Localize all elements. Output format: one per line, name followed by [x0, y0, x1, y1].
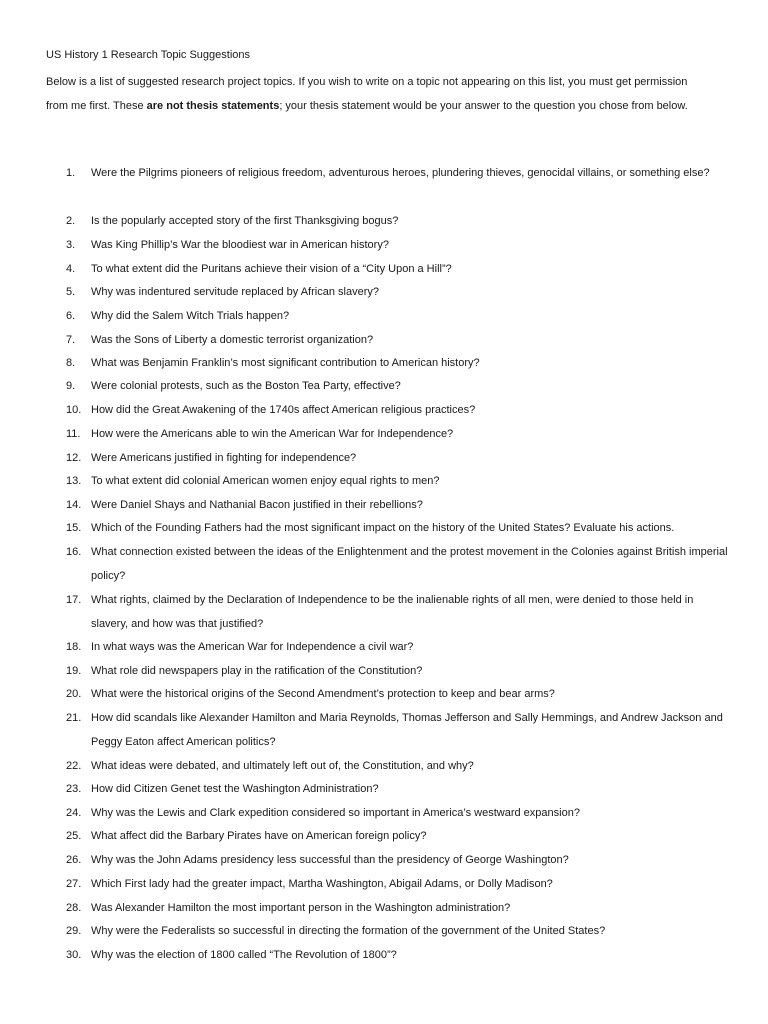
topic-text: What role did newspapers play in the ratification of the Constitution?	[91, 665, 423, 677]
topic-number: 28.	[66, 902, 82, 914]
topic-text: How did Citizen Genet test the Washington Administration?	[91, 783, 379, 795]
topic-text: Why were the Federalists so successful in directing the formation of the government of the United States?	[91, 925, 606, 937]
topic-text: What was Benjamin Franklin’s most significant contribution to American history?	[91, 357, 480, 369]
topic-number: 27.	[66, 878, 82, 890]
topic-text: Were Americans justified in fighting for independence?	[91, 452, 357, 464]
topic-text: Were the Pilgrims pioneers of religious freedom, adventurous heroes, plundering thieves, genocidal villains, or something else?	[91, 167, 710, 179]
topic-text: Why did the Salem Witch Trials happen?	[91, 310, 290, 322]
topic-text: Why was the John Adams presidency less successful than the presidency of George Washington?	[91, 854, 569, 866]
topic-text: Was King Phillip’s War the bloodiest war in American history?	[91, 239, 389, 251]
topic-number: 5.	[66, 286, 76, 298]
topic-text: What connection existed between the ideas of the Enlightenment and the protest movement in the Colonies against British imperial policy?	[91, 546, 728, 582]
topic-text: How did the Great Awakening of the 1740s affect American religious practices?	[91, 404, 476, 416]
topic-number: 22.	[66, 760, 82, 772]
topic-number: 13.	[66, 475, 82, 487]
topic-text: Why was the Lewis and Clark expedition considered so important in America’s westward expansion?	[91, 807, 580, 819]
intro-bold-phrase: are not thesis statements	[146, 100, 280, 112]
topic-number: 25.	[66, 830, 82, 842]
topic-number: 15.	[66, 522, 82, 534]
topic-number: 29.	[66, 925, 82, 937]
topic-text: How did scandals like Alexander Hamilton and Maria Reynolds, Thomas Jefferson and Sally Hemmings, and Andrew Jackson and Peggy Eaton affect American politics?	[91, 712, 723, 748]
topic-number: 2.	[66, 215, 76, 227]
topic-text: What rights, claimed by the Declaration of Independence to be the inalienable rights of all men, were denied to those held in slavery, and how was that justified?	[91, 594, 694, 630]
topic-number: 23.	[66, 783, 82, 795]
topic-number: 20.	[66, 688, 82, 700]
intro-line-1: Below is a list of suggested research project topics. If you wish to write on a topic not appearing on this list, you must get permission	[46, 76, 688, 88]
topic-number: 30.	[66, 949, 82, 961]
topic-number: 11.	[66, 428, 81, 440]
topic-text: Was the Sons of Liberty a domestic terrorist organization?	[91, 334, 374, 346]
topic-number: 6.	[66, 310, 76, 322]
topic-number: 24.	[66, 807, 82, 819]
topic-text: What ideas were debated, and ultimately left out of, the Constitution, and why?	[91, 760, 474, 772]
topic-number: 3.	[66, 239, 76, 251]
topic-number: 1.	[66, 167, 76, 179]
topic-text: Why was indentured servitude replaced by African slavery?	[91, 286, 379, 298]
topic-number: 9.	[66, 380, 76, 392]
topic-number: 7.	[66, 334, 76, 346]
topic-text: Which of the Founding Fathers had the most significant impact on the history of the United States? Evaluate his actions.	[91, 522, 675, 534]
topic-text: In what ways was the American War for Independence a civil war?	[91, 641, 414, 653]
topic-text: Were colonial protests, such as the Boston Tea Party, effective?	[91, 380, 401, 392]
topic-text: Were Daniel Shays and Nathanial Bacon justified in their rebellions?	[91, 499, 423, 511]
topic-number: 21.	[66, 712, 82, 724]
topic-text: Was Alexander Hamilton the most important person in the Washington administration?	[91, 902, 511, 914]
topic-number: 12.	[66, 452, 82, 464]
topic-text: Why was the election of 1800 called “The Revolution of 1800”?	[91, 949, 397, 961]
topic-text: To what extent did the Puritans achieve their vision of a “City Upon a Hill”?	[91, 263, 452, 275]
topic-text: What were the historical origins of the Second Amendment’s protection to keep and bear arms?	[91, 688, 555, 700]
topic-number: 17.	[66, 594, 82, 606]
document-title: US History 1 Research Topic Suggestions	[46, 49, 251, 61]
topic-text: Is the popularly accepted story of the first Thanksgiving bogus?	[91, 215, 399, 227]
topic-number: 8.	[66, 357, 76, 369]
topic-text: To what extent did colonial American women enjoy equal rights to men?	[91, 475, 440, 487]
topic-text: How were the Americans able to win the American War for Independence?	[91, 428, 454, 440]
topic-number: 18.	[66, 641, 82, 653]
topic-text: What affect did the Barbary Pirates have on American foreign policy?	[91, 830, 427, 842]
topic-number: 14.	[66, 499, 82, 511]
intro-line-2-end: ; your thesis statement would be your answer to the question you chose from below.	[279, 100, 688, 112]
topic-number: 10.	[66, 404, 82, 416]
topic-text: Which First lady had the greater impact, Martha Washington, Abigail Adams, or Dolly Madison?	[91, 878, 553, 890]
topic-number: 19.	[66, 665, 82, 677]
topic-number: 16.	[66, 546, 82, 558]
topic-number: 4.	[66, 263, 76, 275]
intro-line-2-start: from me first. These	[46, 100, 147, 112]
topic-number: 26.	[66, 854, 82, 866]
